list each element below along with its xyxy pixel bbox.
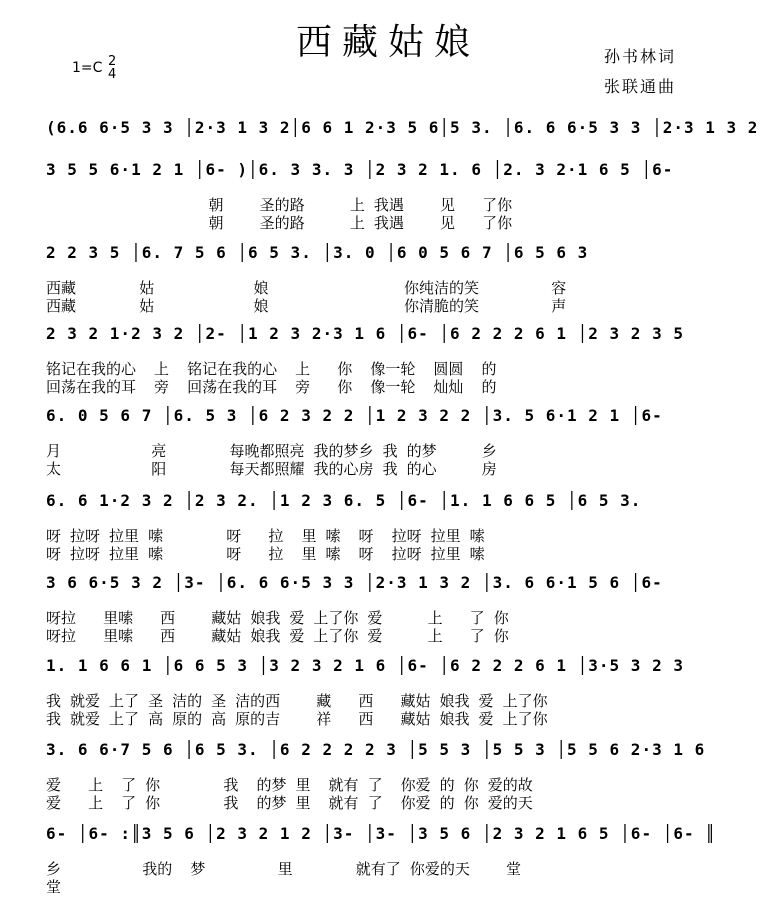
beam-line (46, 511, 736, 512)
lyric-line: 太 阳 每天都照耀 我的心房 我 的心 房 (46, 460, 497, 478)
song-title: 西藏姑娘 (295, 22, 480, 63)
notation-text: 3 5 5 6·1 2 1 │6- )│6. 3 3. 3 │2 3 2 1. 6 │2. 3 2·1 6 5 │6- (46, 160, 674, 179)
lyric-line: 呀 拉呀 拉里 嗦 呀 拉 里 嗦 呀 拉呀 拉里 嗦 (46, 527, 485, 545)
meter-top: 2 (108, 54, 117, 69)
lyric-line: 呀拉 里嗦 西 藏姑 娘我 爱 上了你 爱 上 了 你 (46, 627, 509, 645)
notation-row (46, 489, 746, 515)
notation-text: 6. 0 5 6 7 │6. 5 3 │6 2 3 2 2 │1 2 3 2 2 │3. 5 6·1 2 1 │6- (46, 406, 663, 425)
lyric-line: 回荡在我的耳 旁 回荡在我的耳 旁 你 像一轮 灿灿 的 (46, 378, 497, 396)
beam-line (46, 426, 736, 427)
notation-text: 3 6 6·5 3 2 │3- │6. 6 6·5 3 3 │2·3 1 3 2 │3. 6 6·1 5 6 │6- (46, 573, 663, 592)
notation-text: 3. 6 6·7 5 6 │6 5 3. │6 2 2 2 2 3 │5 5 3 │5 5 3 │5 5 6 2·3 1 6 (46, 740, 706, 759)
beam-line (46, 844, 736, 845)
time-signature (108, 55, 116, 81)
lyric-line: 呀拉 里嗦 西 藏姑 娘我 爱 上了你 爱 上 了 你 (46, 609, 509, 627)
lyric-line: 呀 拉呀 拉里 嗦 呀 拉 里 嗦 呀 拉呀 拉里 嗦 (46, 545, 485, 563)
lyric-line: 铭记在我的心 上 铭记在我的心 上 你 像一轮 圆圆 的 (46, 360, 497, 378)
beam-line (46, 344, 736, 345)
beam-line (46, 180, 736, 181)
lyricist-credit: 孙书林词 (604, 47, 677, 66)
lyric-line: 朝 圣的路 上 我遇 见 了你 (46, 196, 513, 214)
beam-line (46, 263, 736, 264)
notation-text: (6.6 6·5 3 3 │2·3 1 3 2│6 6 1 2·3 5 6│5 3. │6. 6 6·5 3 3 │2·3 1 3 2 (46, 118, 759, 137)
key-signature: 1=C (72, 60, 103, 76)
notation-text: 2 3 2 1·2 3 2 │2- │1 2 3 2·3 1 6 │6- │6 2 2 2 6 1 │2 3 2 3 5 (46, 324, 684, 343)
notation-row (46, 571, 746, 597)
notation-row (46, 822, 746, 848)
lyric-line: 朝 圣的路 上 我遇 见 了你 (46, 214, 513, 232)
notation-row (46, 404, 746, 430)
notation-row (46, 738, 746, 764)
lyric-line: 西藏 姑 娘 你纯洁的笑 容 (46, 279, 567, 297)
notation-row (46, 158, 746, 184)
composer-credit: 张联通曲 (604, 77, 677, 96)
lyric-line: 堂 (46, 878, 62, 896)
notation-row (46, 654, 746, 680)
beam-line (46, 676, 736, 677)
notation-row (46, 116, 759, 142)
lyric-line: 月 亮 每晚都照亮 我的梦乡 我 的梦 乡 (46, 442, 497, 460)
meter-bottom: 4 (108, 67, 117, 82)
notation-text: 2 2 3 5 │6. 7 5 6 │6 5 3. │3. 0 │6 0 5 6 7 │6 5 6 3 (46, 243, 589, 262)
notation-text: 1. 1 6 6 1 │6 6 5 3 │3 2 3 2 1 6 │6- │6 2 2 2 6 1 │3·5 3 2 3 (46, 656, 684, 675)
lyric-line: 我 就爱 上了 高 原的 高 原的吉 祥 西 藏姑 娘我 爱 上了你 (46, 710, 548, 728)
notation-text: 6. 6 1·2 3 2 │2 3 2. │1 2 3 6. 5 │6- │1. 1 6 6 5 │6 5 3. (46, 491, 642, 510)
beam-line (46, 138, 736, 139)
beam-line (46, 593, 736, 594)
notation-row (46, 241, 746, 267)
beam-line (46, 760, 736, 761)
lyric-line: 西藏 姑 娘 你清脆的笑 声 (46, 297, 567, 315)
lyric-line: 我 就爱 上了 圣 洁的 圣 洁的西 藏 西 藏姑 娘我 爱 上了你 (46, 692, 548, 710)
notation-row (46, 322, 746, 348)
lyric-line: 爱 上 了 你 我 的梦 里 就有 了 你爱 的 你 爱的故 (46, 776, 533, 794)
notation-text: 6- │6- :║3 5 6 │2 3 2 1 2 │3- │3- │3 5 6 │2 3 2 1 6 5 │6- │6- ║ (46, 824, 716, 843)
lyric-line: 爱 上 了 你 我 的梦 里 就有 了 你爱 的 你 爱的天 (46, 794, 533, 812)
lyric-line: 乡 我的 梦 里 就有了 你爱的天 堂 (46, 860, 521, 878)
